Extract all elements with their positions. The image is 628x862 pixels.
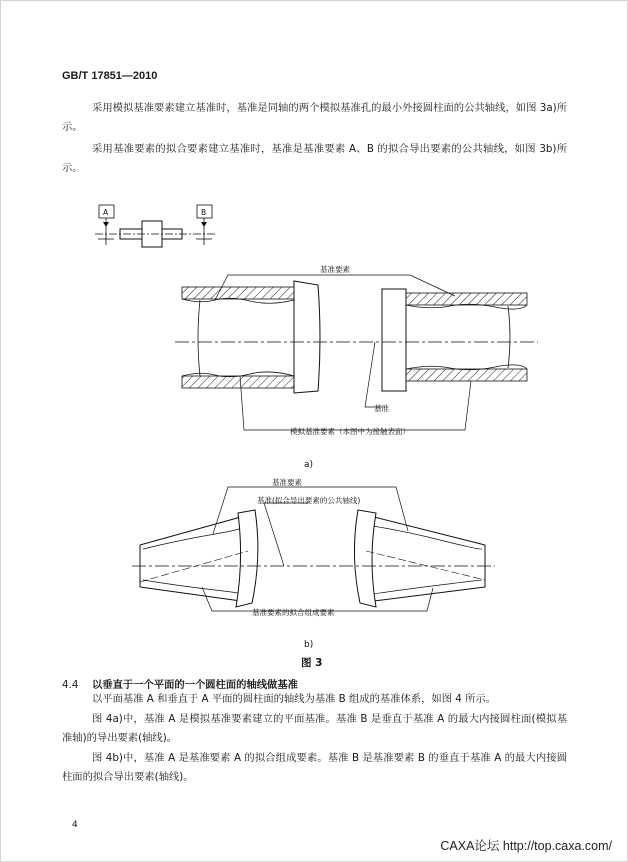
section-number: 4.4 bbox=[62, 679, 79, 691]
section-heading bbox=[62, 676, 298, 691]
forum-watermark: CAXA论坛 http://top.caxa.com/ bbox=[440, 839, 612, 853]
figure-title: 图 3 bbox=[301, 657, 323, 669]
fig3b-label-datum: 基准(拟合导出要素的公共轴线) bbox=[257, 496, 361, 505]
datum-b-letter: B bbox=[201, 208, 207, 217]
fig3b-label-associated: 基准要素的拟合组成要素 bbox=[252, 608, 335, 617]
paragraph-fig4a: 图 4a)中，基准 A 是模拟基准要素建立的平面基准。基准 B 是垂直于基准 A 的最大内接圆柱面(模拟基准轴)的导出要素(轴线)。 bbox=[62, 713, 567, 744]
paragraph-datum-simulated: 采用模拟基准要素建立基准时，基准是同轴的两个模拟基准孔的最小外接圆柱面的公共轴线，如图 3a)所示。 bbox=[62, 102, 567, 133]
fig3a-label-datum-feature: 基准要素 bbox=[320, 265, 350, 274]
paragraph-fig4b: 图 4b)中，基准 A 是基准要素 A 的拟合组成要素。基准 B 是基准要素 B 的垂直于基准 A 的最大内接圆柱面的拟合导出要素(轴线)。 bbox=[62, 752, 567, 783]
shaft-drawing bbox=[95, 205, 215, 247]
fig3b-label-datum-feature: 基准要素 bbox=[272, 478, 302, 487]
page-number: 4 bbox=[72, 820, 78, 830]
section-title: 以垂直于一个平面的一个圆柱面的轴线做基准 bbox=[92, 679, 298, 691]
fig3a-caption: a) bbox=[304, 460, 314, 470]
fig3a-label-datum: 基准 bbox=[374, 404, 389, 413]
paragraph-datum-associated: 采用基准要素的拟合要素建立基准时，基准是基准要素 A、B 的拟合导出要素的公共轴线，如图 3b)所示。 bbox=[62, 143, 567, 174]
figure-3b-drawing bbox=[132, 487, 495, 611]
datum-a-letter: A bbox=[103, 208, 109, 217]
standard-code: GB/T 17851—2010 bbox=[62, 70, 158, 82]
paragraph-datum-system: 以平面基准 A 和垂直于 A 平面的圆柱面的轴线为基准 B 组成的基准体系，如图 4 所示。 bbox=[92, 693, 496, 705]
figure-3a-drawing bbox=[175, 275, 538, 430]
fig3b-caption: b) bbox=[304, 640, 314, 650]
fig3a-label-simulated: 模拟基准要素（本图中为接触表面） bbox=[290, 427, 410, 436]
